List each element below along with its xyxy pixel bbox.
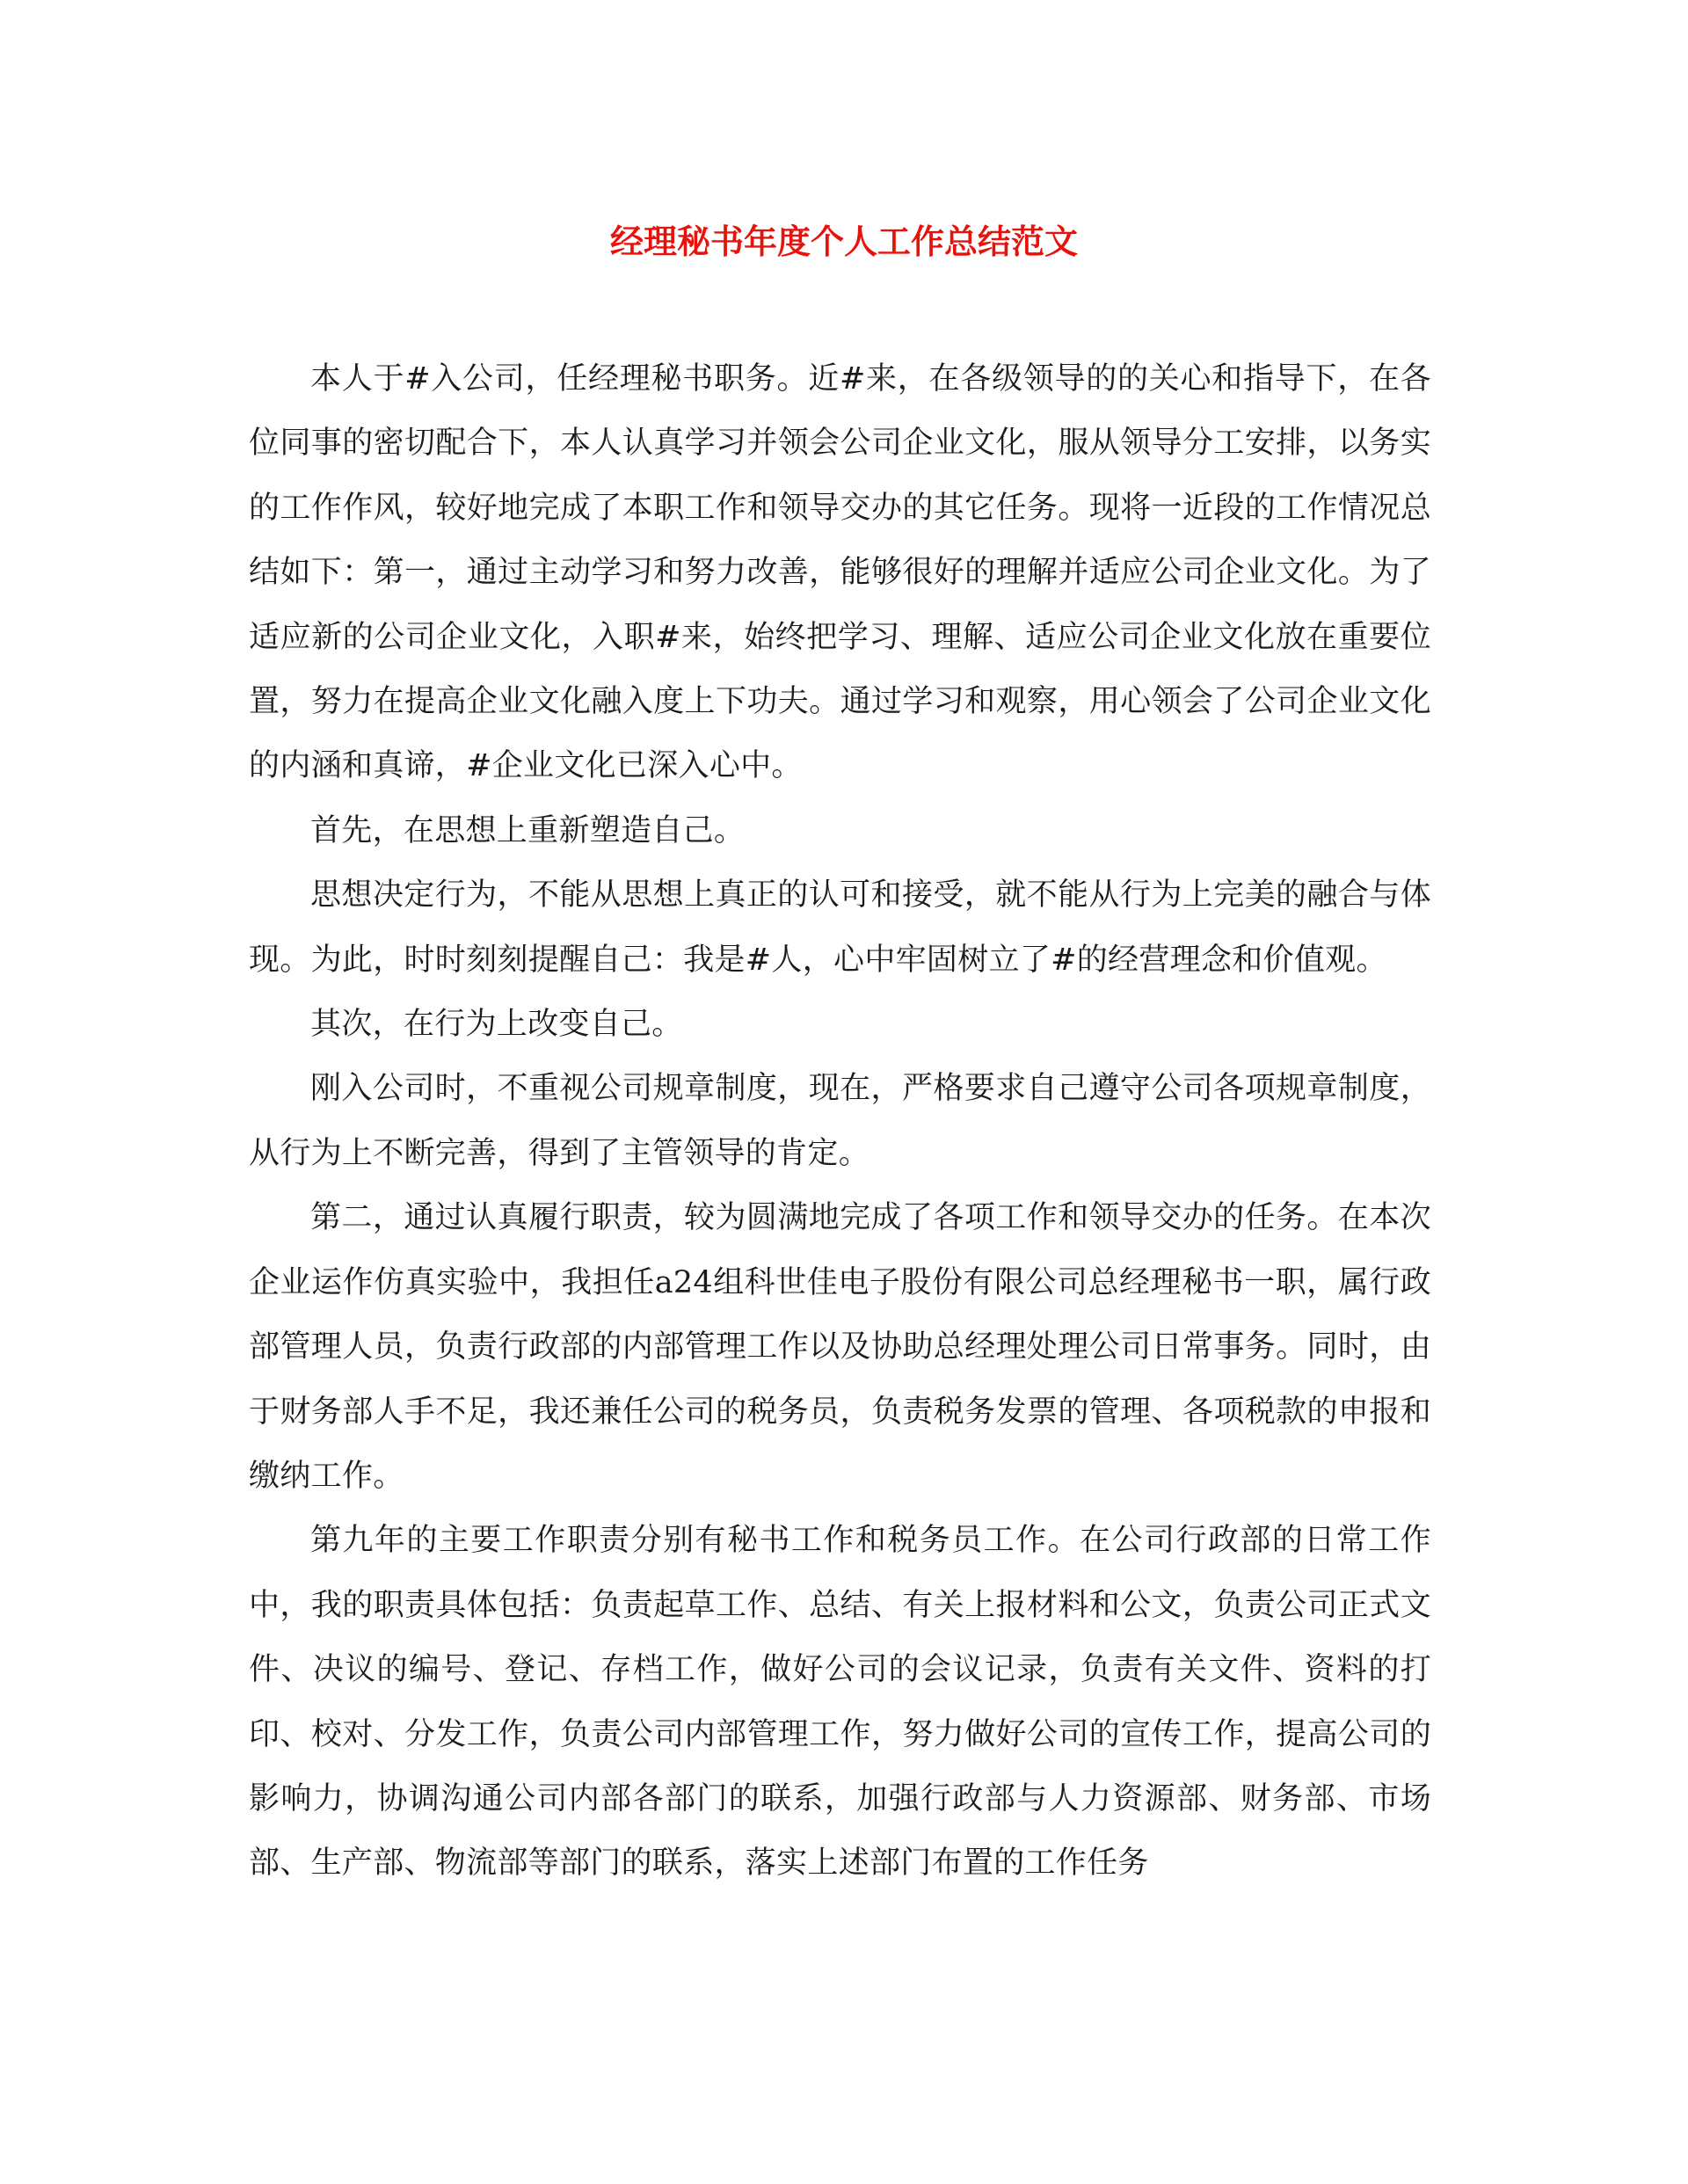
paragraph-7: 第九年的主要工作职责分别有秘书工作和税务员工作。在公司行政部的日常工作中，我的职责具体包括：负责起草工作、总结、有关上报材料和公文，负责公司正式文件、决议的编号、登记、存档工作，做好公司的会议记录，负责有关文件、资料的打印、校对、分发工作，负责公司内部管理工作，努力做好公司的宣传工作，提高公司的影响力，协调沟通公司内部各部门的联系，加强行政部与人力资源部、财务部、市场部、生产部、物流部等部门的联系，落实上述部门布置的工作任务 — [249, 1523, 1431, 1882]
paragraph-2: 首先，在思想上重新塑造自己。 — [310, 812, 746, 848]
paragraph-1: 本人于#入公司，任经理秘书职务。近#来，在各级领导的的关心和指导下，在各位同事的密切配合下，本人认真学习并领会公司企业文化，服从领导分工安排，以务实的工作作风，较好地完成了本职工作和领导交办的其它任务。现将一近段的工作情况总结如下：第一，通过主动学习和努力改善，能够很好的理解并适应公司企业文化。为了适应新的公司企业文化，入职#来，始终把学习、理解、适应公司企业文化放在重要位置，努力在提高企业文化融入度上下功夫。通过学习和观察，用心领会了公司企业文化的内涵和真谛，#企业文化已深入心中。 — [249, 361, 1431, 784]
document-title: 经理秘书年度个人工作总结范文 — [609, 222, 1078, 261]
paragraph-5: 刚入公司时，不重视公司规章制度，现在，严格要求自己遵守公司各项规章制度，从行为上不断完善，得到了主管领导的肯定。 — [249, 1071, 1431, 1171]
paragraph-4: 其次，在行为上改变自己。 — [310, 1007, 683, 1043]
paragraph-3: 思想决定行为，不能从思想上真正的认可和接受，就不能从行为上完美的融合与体现。为此，时时刻刻提醒自己：我是#人，心中牢固树立了#的经营理念和价值观。 — [249, 877, 1431, 978]
paragraph-6: 第二，通过认真履行职责，较为圆满地完成了各项工作和领导交办的任务。在本次企业运作仿真实验中，我担任a24组科世佳电子股份有限公司总经理秘书一职，属行政部管理人员，负责行政部的内部管理工作以及协助总经理处理公司日常事务。同时，由于财务部人手不足，我还兼任公司的税务员，负责税务发票的管理、各项税款的申报和缴纳工作。 — [249, 1200, 1431, 1494]
document-body — [249, 347, 1431, 1896]
